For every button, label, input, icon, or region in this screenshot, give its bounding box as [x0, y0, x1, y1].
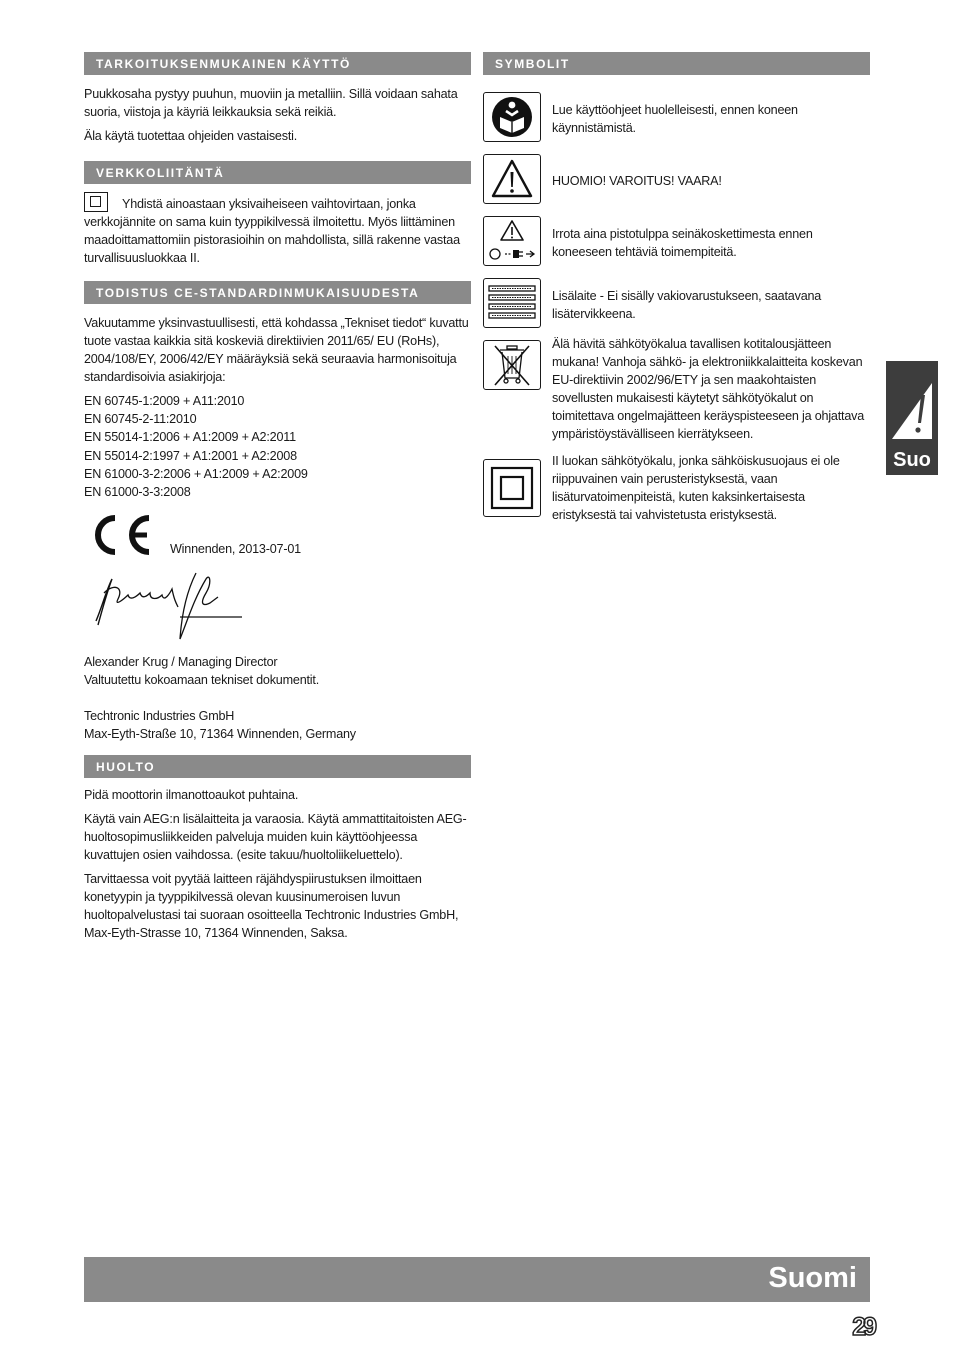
standard-item: EN 61000-3-2:2006 + A1:2009 + A2:2009: [84, 466, 308, 481]
symbol-text: Lisälaite - Ei sisälly vakiovarustukseen, saatavana lisätervikkeena.: [552, 289, 822, 321]
unplug-warning-icon: [483, 216, 541, 266]
section-intended-use: [84, 52, 471, 145]
double-insulation-icon: [84, 192, 108, 212]
symbol-text: Lue käyttöohjeet huolelleisesti, ennen koneen käynnistämistä.: [552, 103, 798, 135]
paragraph: Tarvittaessa voit pyytää laitteen räjähdyspiirustuksen ilmoittaen konetyypin ja tyyppikilvessä olevan kuusinumeroisen luvun huoltopalvelustasi tai suoraan osoitteella Techtronic Industries GmbH, Max-Eyth-Strasse 10, 71364 Winnenden, Saksa.: [84, 872, 459, 941]
weee-bin-icon: [483, 340, 541, 390]
authorized-line: Valtuutettu kokoamaan tekniset dokumentit.: [84, 673, 319, 688]
exclamation-icon: [886, 365, 938, 445]
paragraph: Puukkosaha pystyy puuhun, muoviin ja metalliin. Sillä voidaan sahata suoria, viistoja ja käyriä leikkauksia sekä reikiä.: [84, 87, 458, 119]
page-number: 29: [852, 1313, 874, 1341]
section-heading: TARKOITUKSENMUKAINEN KÄYTTÖ: [84, 52, 471, 75]
paragraph: Käytä vain AEG:n lisälaitteita ja varaosia. Käytä ammattitaitoisten AEG-huoltosopimusliikkeiden palveluja muiden kuin käyttöohjeessa kuvattujen osien vaihdossa. (esite takuu/huoltoliikeluettelo).: [84, 812, 467, 863]
standard-item: EN 60745-2-11:2010: [84, 412, 197, 427]
company-address: Max-Eyth-Straße 10, 71364 Winnenden, Germany: [84, 727, 356, 742]
company-name: Techtronic Industries GmbH: [84, 709, 235, 724]
symbol-text: HUOMIO! VAROITUS! VAARA!: [552, 174, 722, 188]
footer-bar: [84, 1257, 870, 1302]
ce-mark-icon: [87, 513, 153, 557]
footer-title: Suomi: [768, 1262, 857, 1294]
mains-block: [84, 192, 471, 267]
paragraph: Pidä moottorin ilmanottoaukot puhtaina.: [84, 788, 299, 803]
symbol-text: Älä hävitä sähkötyökalua tavallisen kotitalousjätteen mukana! Vanhoja sähkö- ja elektroniikkalaitteita koskevan EU-direktiivin 2002/96/ETY ja sen maakohtaisten sovellusten mukaisesti käytetyt sähkötyökalut on toimitettava ongelmajätteen keräyspisteeseen ja ohjattava ympäristöystävälliseen kierrätykseen.: [552, 337, 865, 441]
standards-list: [84, 392, 471, 501]
right-column: [483, 52, 870, 522]
standard-item: EN 55014-1:2006 + A1:2009 + A2:2011: [84, 430, 296, 445]
paragraph: Yhdistä ainoastaan yksivaiheiseen vaihtovirtaan, jonka verkkojännite on sama kuin tyyppikilvessä ilmoitettu. Myös liittäminen maadoittamattomiin pistorasioihin on mahdollista, sillä rakenne vastaa turvallisuusluokkaa II.: [84, 197, 460, 265]
tab-label: Suo: [893, 449, 931, 471]
symbol-text: Irrota aina pistotulppa seinäkoskettimesta ennen koneeseen tehtäviä toimempiteitä.: [552, 227, 813, 259]
read-manual-icon: [483, 92, 541, 142]
standard-item: EN 55014-2:1997 + A1:2001 + A2:2008: [84, 448, 297, 463]
paragraph: Vakuutamme yksinvastuullisesti, että kohdassa „Tekniset tiedot“ kuvattu tuote vastaa kaikkia sitä koskeviä direktiivien 2011/65/ EU (RoHs), 2004/108/EY, 2006/42/EY määräyksiä sekä seuraavia harmonisoituja standardisoivia asiakirjoja:: [84, 316, 469, 384]
language-tab: [886, 361, 938, 475]
signature-icon: [84, 569, 254, 645]
section-heading: SYMBOLIT: [483, 52, 870, 75]
section-service: [84, 755, 471, 942]
signer-name: Alexander Krug / Managing Director: [84, 655, 278, 670]
warning-triangle-icon: [483, 154, 541, 204]
class-ii-icon: [483, 459, 541, 517]
symbol-text: II luokan sähkötyökalu, jonka sähköiskusuojaus ei ole riippuvainen vain perusteristyksestä, vaan lisäturvatoimenpiteistä, kuten kaksinkertaisesta eristyksestä tai vahvistetusta eristyksestä.: [552, 454, 840, 522]
standard-item: EN 61000-3-3:2008: [84, 485, 191, 500]
left-column: [84, 52, 471, 942]
section-heading: TODISTUS CE-STANDARDINMUKAISUUDESTA: [84, 281, 471, 304]
place-date: Winnenden, 2013-07-01: [170, 542, 301, 557]
accessory-blades-icon: [483, 278, 541, 328]
section-heading: HUOLTO: [84, 755, 471, 778]
standard-item: EN 60745-1:2009 + A11:2010: [84, 394, 245, 408]
paragraph: Äla käytä tuotettaa ohjeiden vastaisesti.: [84, 129, 298, 143]
section-mains: [84, 161, 471, 267]
section-ce: [84, 281, 471, 743]
section-heading: VERKKOLIITÄNTÄ: [84, 161, 471, 184]
ce-row: [84, 513, 471, 563]
